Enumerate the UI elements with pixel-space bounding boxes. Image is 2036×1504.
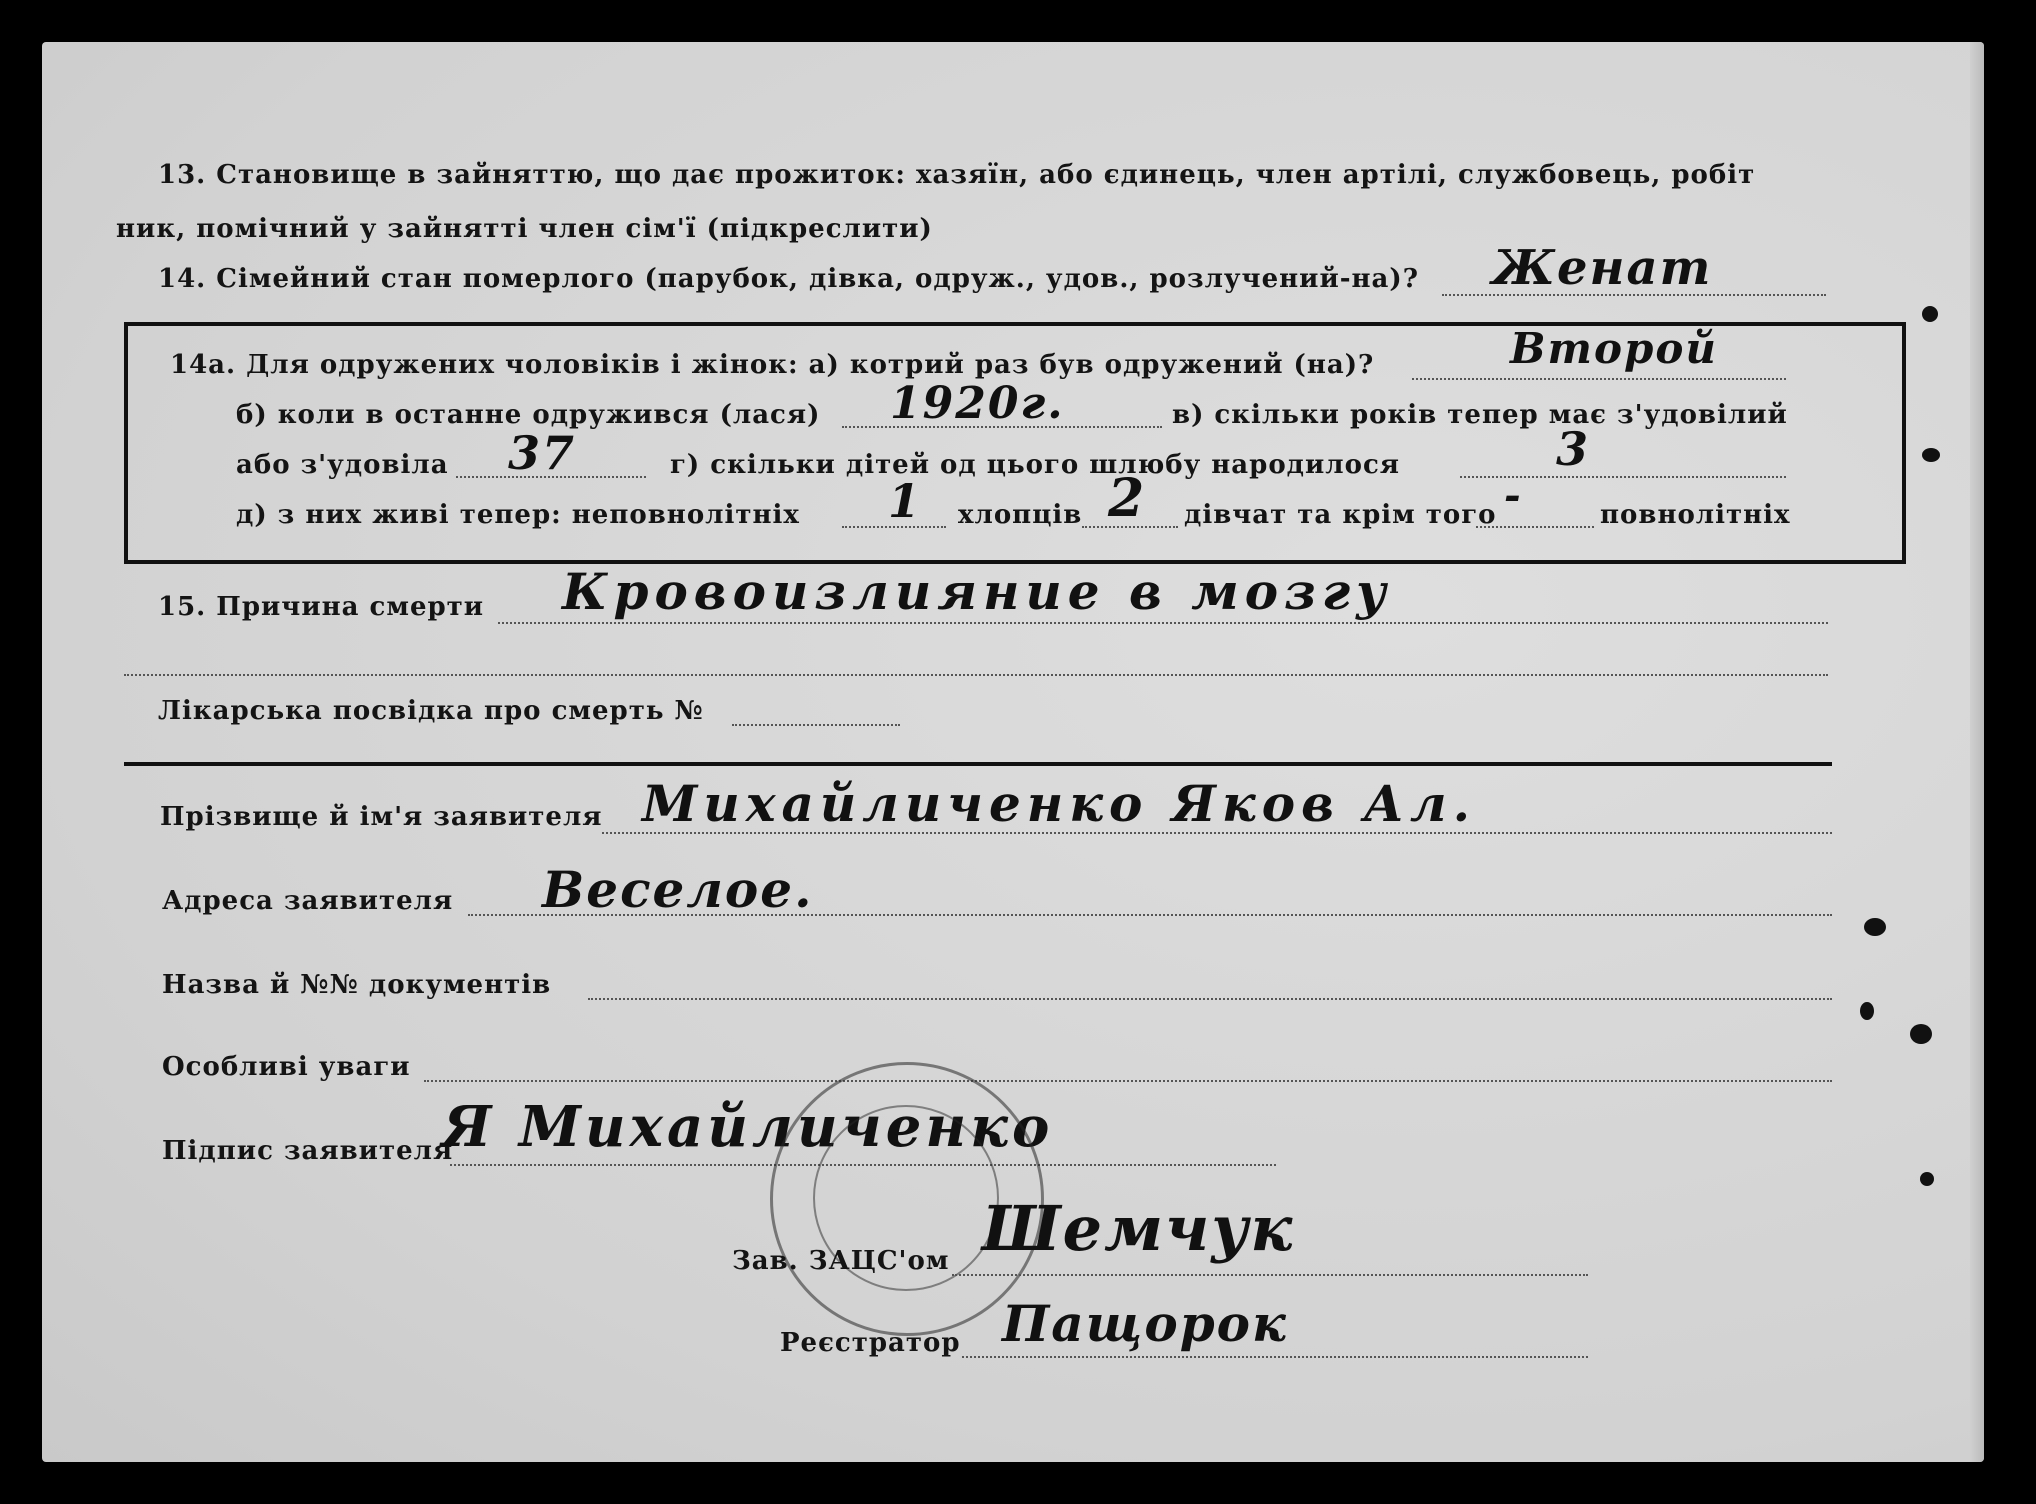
- item14a-line4-value-adults: -: [1504, 472, 1523, 519]
- item14a-line2-value-b: 1920г.: [890, 378, 1065, 429]
- item15-dots: [498, 622, 1828, 624]
- form-sheet: [42, 42, 1984, 1462]
- footer-registrar-label: Реєстратор: [780, 1328, 961, 1358]
- item14a-line2-label-b: б) коли в останне одружився (лася): [236, 400, 821, 430]
- item14a-line1-dots: [1412, 378, 1786, 380]
- footer-head-signature: Шемчук: [982, 1192, 1295, 1265]
- item14a-line4-value-boys: 2: [1108, 468, 1147, 529]
- page-edge: [1970, 42, 1984, 1462]
- item14-label: 14. Сімейний стан померлого (парубок, дівка, одруж., удов., розлучений-на)?: [158, 264, 1419, 294]
- item14a-line4-label-d: д) з них живі тепер: неповнолітніх: [236, 500, 800, 530]
- applicant-name-label: Прізвище й ім'я заявителя: [160, 802, 603, 832]
- footer-head-dots: [952, 1274, 1588, 1276]
- binding-hole-4: [1910, 1024, 1932, 1044]
- item14a-line3-value-a: 37: [508, 426, 577, 480]
- applicant-notes-label: Особливі уваги: [162, 1052, 411, 1082]
- applicant-docs-dots: [588, 998, 1832, 1000]
- item14a-line4-label-girls: дівчат та крім того: [1184, 500, 1497, 530]
- medical-cert-dots: [732, 724, 900, 726]
- section-divider: [124, 762, 1832, 766]
- binding-hole-2: [1922, 448, 1940, 462]
- item14a-line1-label: 14а. Для одружених чоловіків і жінок: а) котрий раз був одружений (на)?: [170, 350, 1375, 380]
- item13-line2: ник, помічний у зайнятті член сім'ї (підкреслити): [116, 214, 933, 244]
- applicant-name-value: Михайличенко Яков Ал.: [642, 774, 1477, 833]
- item14a-line3-label-g: г) скільки дітей од цього шлюбу народилося: [670, 450, 1400, 480]
- item14-value: Женат: [1492, 240, 1713, 296]
- medical-cert-label: Лікарська посвідка про смерть №: [158, 696, 704, 726]
- footer-head-label: Зав. ЗАЦС'ом: [732, 1246, 950, 1276]
- item13-line1: 13. Становище в зайняттю, що дає прожиток: хазяїн, або єдинець, член артілі, службовець, робіт: [158, 160, 1756, 190]
- item15-value: Кровоизлияние в мозгу: [562, 562, 1393, 621]
- item14a-line4-dots-adults: [1476, 526, 1594, 528]
- binding-hole-3: [1864, 918, 1886, 936]
- item14a-line4-value-minors: 1: [888, 474, 923, 528]
- item14a-line3-value-g: 3: [1556, 422, 1591, 476]
- footer-registrar-signature: Пащорок: [1002, 1294, 1288, 1353]
- item15-label: 15. Причина смерти: [158, 592, 485, 622]
- binding-hole-1: [1922, 306, 1938, 322]
- item14a-line1-value: Второй: [1510, 324, 1718, 373]
- item14a-line4-label-boys: хлопців: [958, 500, 1083, 530]
- footer-registrar-dots: [962, 1356, 1588, 1358]
- binding-hole-6: [1860, 1002, 1874, 1020]
- applicant-address-label: Адреса заявителя: [162, 886, 454, 916]
- applicant-signature-value: Я Михайличенко: [442, 1094, 1054, 1160]
- item14a-line3-label-a: або з'удовіла: [236, 450, 449, 480]
- applicant-notes-dots: [424, 1080, 1832, 1082]
- binding-hole-5: [1920, 1172, 1934, 1186]
- applicant-signature-label: Підпис заявителя: [162, 1136, 454, 1166]
- item14a-line2-label-v: в) скільки років тепер має з'удовілий: [1172, 400, 1788, 430]
- item14a-line4-label-adults: повнолітніх: [1600, 500, 1791, 530]
- applicant-address-value: Веселое.: [542, 860, 814, 919]
- applicant-docs-label: Назва й №№ документів: [162, 970, 552, 1000]
- item15-dots-2: [124, 674, 1828, 676]
